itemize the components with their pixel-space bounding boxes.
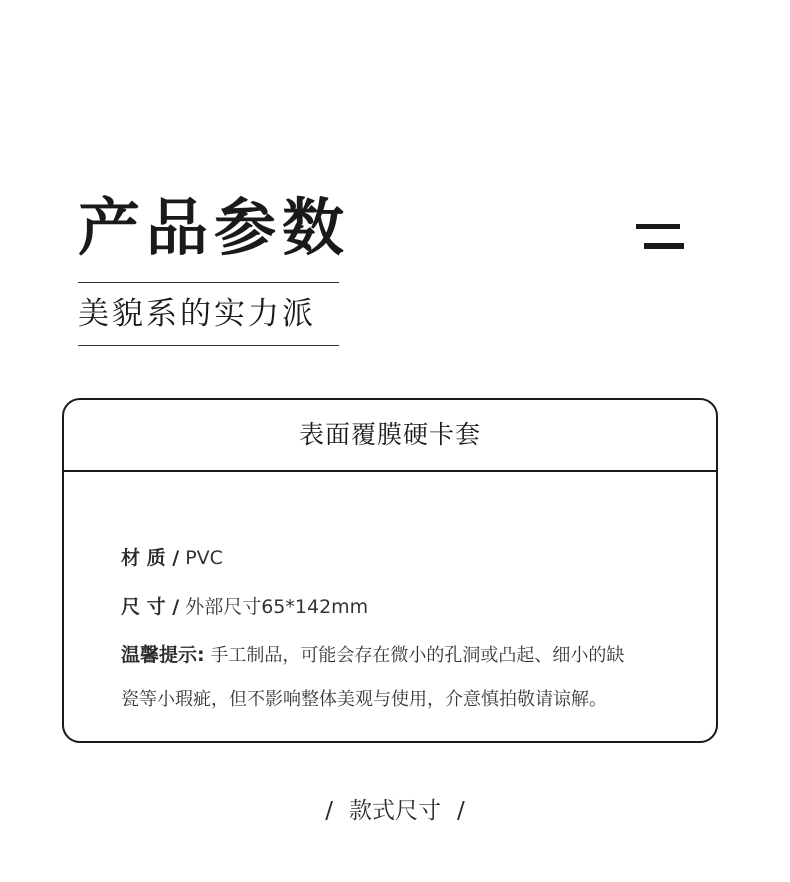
size-label: 尺 寸 / [121,596,180,618]
size-row [121,594,368,620]
size-value: 外部尺寸65*142mm [185,596,369,618]
subtitle-box [78,282,339,346]
material-value: PVC [185,547,223,569]
page-title: 产品参数 [78,191,351,264]
footer-slash-right: / [457,798,465,824]
card-header [64,400,716,472]
page-subtitle: 美貌系的实力派 [78,296,316,332]
footer-slash-left: / [325,798,333,824]
tip-text-line1: 手工制品，可能会存在微小的孔洞或凸起、细小的缺 [210,645,625,666]
material-row [121,545,223,571]
menu-lines-icon [636,224,684,250]
section-footer [0,796,790,826]
menu-bar-top [636,224,680,229]
tip-label: 温馨提示: [121,644,205,666]
card-title: 表面覆膜硬卡套 [298,420,481,449]
tip-text-line2: 瓷等小瑕疵，但不影响整体美观与使用，介意慎拍敬请谅解。 [121,689,607,710]
tip-row [121,642,624,669]
material-label: 材 质 / [121,547,180,569]
spec-card [62,398,718,743]
footer-label: 款式尺寸 [349,798,441,824]
menu-bar-bottom [644,243,684,249]
